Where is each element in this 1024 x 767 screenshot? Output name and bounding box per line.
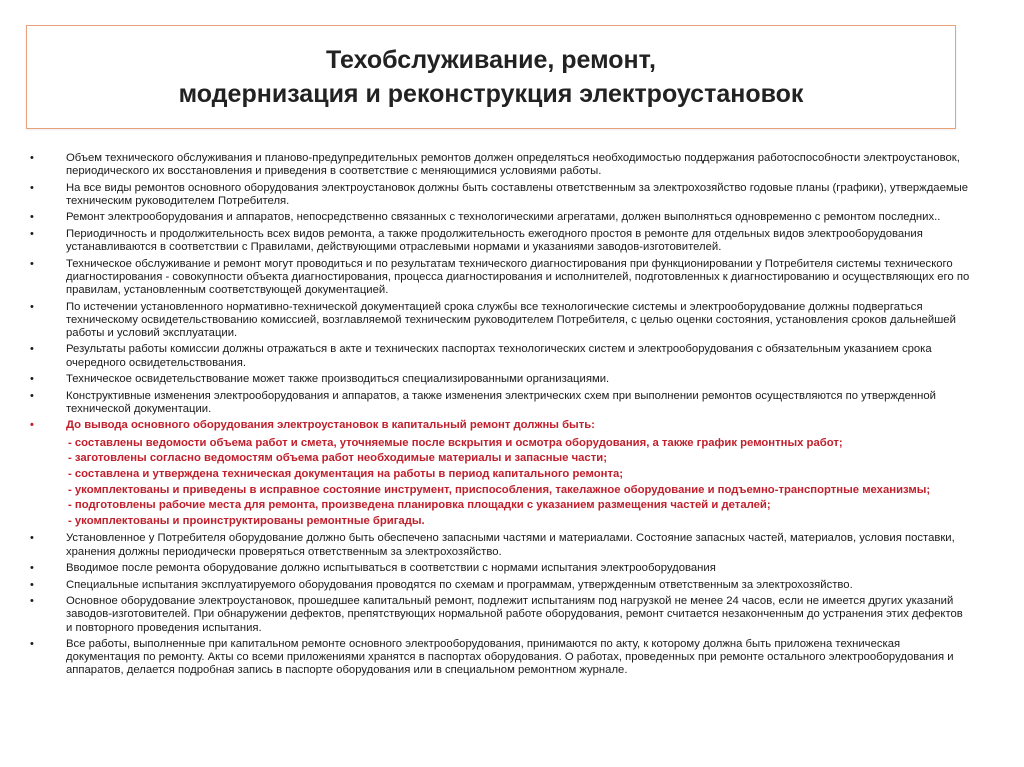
list-item-text: Результаты работы комиссии должны отражаться в акте и технических паспортах технологических систем и электрооборудования с обязательным указанием срока очередного освидетельствования.: [66, 343, 932, 369]
list-item-text: Ремонт электрооборудования и аппаратов, непосредственно связанных с технологическими агрегатами, должен выполняться одновременно с ремонтом последних..: [66, 211, 941, 224]
list-item: [26, 182, 971, 208]
list-item: [26, 152, 971, 178]
slide-title-line-1: Техобслуживание, ремонт,: [326, 46, 656, 74]
list-item-text: Вводимое после ремонта оборудование должно испытываться в соответствии с нормами испытания электрооборудования: [66, 562, 716, 575]
list-item: [26, 343, 971, 369]
bullet-icon: •: [30, 152, 34, 164]
list-item: [26, 390, 971, 416]
bullet-icon: •: [30, 211, 34, 224]
bullet-icon: •: [30, 257, 34, 270]
list-item-text: Специальные испытания эксплуатируемого оборудования проводятся по схемам и программам, утвержденным ответственным за электрохозяйство.: [66, 578, 853, 591]
list-item: [26, 595, 971, 635]
red-subitem: - заготовлены согласно ведомостям объема работ необходимые материалы и запасные части;: [68, 452, 607, 465]
list-item-text: Конструктивные изменения электрооборудования и аппаратов, а также изменения электрических схем при выполнении ремонтов осуществляются по утвержденной технической документации.: [66, 389, 936, 415]
bullet-icon: •: [30, 300, 34, 313]
bullet-icon: •: [30, 562, 34, 575]
list-item-text: Техническое освидетельствование может также производиться специализированными организациями.: [66, 373, 610, 386]
list-item: [26, 258, 971, 298]
list-item: [26, 638, 971, 678]
list-item-text: Объем технического обслуживания и планово-предупредительных ремонтов должен определяться необходимостью поддержания работоспособности электроустановок, периодического их восстановления и приведения в соответствие с меняющимися условиями работы.: [66, 152, 960, 178]
list-item: [26, 211, 971, 224]
bullet-icon: •: [30, 343, 34, 356]
list-item-text: Установленное у Потребителя оборудование должно быть обеспечено запасными частями и материалами. Состояние запасных частей, материалов, условия поставки, хранения должны периодически проверяться ответственным за электрохозяйство.: [66, 532, 955, 558]
red-subitem: - подготовлены рабочие места для ремонта, произведена планировка площадки с указанием размещения частей и деталей;: [68, 499, 771, 512]
bullet-icon: •: [30, 638, 34, 650]
list-item: [26, 579, 971, 592]
list-item-text: Основное оборудование электроустановок, прошедшее капитальный ремонт, подлежит испытаниям под нагрузкой не менее 24 часов, если не имеется других указаний заводов-изготовителей. При обнаружении дефектов, препятствующих нормальной работе оборудования, ремонт считается незаконченным до устранения этих дефектов и повторного проведения испытания.: [66, 595, 963, 634]
list-item-text: На все виды ремонтов основного оборудования электроустановок должны быть составлены ответственным за электрохозяйство годовые планы (графики), утверждаемые техническим руководителем Потребителя.: [66, 181, 969, 207]
red-subitem: - составлена и утверждена техническая документация на работы в период капитального ремонта;: [68, 468, 624, 481]
slide-title-line-2: модернизация и реконструкция электроустановок: [178, 80, 804, 108]
bullet-icon: •: [30, 419, 34, 432]
bullet-icon: •: [30, 595, 34, 608]
bullet-list: [26, 152, 971, 681]
bullet-icon: •: [30, 578, 34, 591]
list-item-text: Все работы, выполненные при капитальном ремонте основного электрооборудования, принимаются по акту, к которому должна быть приложена техническая документация по ремонту. Акты со всеми приложениями хранятся в паспортах оборудования. О работах, проведенных при ремонте остального электрооборудования и аппаратов, делается подробная запись в паспорте оборудования или в специальном ремонтном журнале.: [66, 638, 954, 677]
list-item: [26, 373, 971, 386]
red-subitem: - составлены ведомости объема работ и смета, уточняемые после вскрытия и осмотра оборудования, а также график ремонтных работ;: [68, 436, 843, 449]
list-item: [26, 532, 971, 558]
red-heading-item: [26, 419, 971, 432]
bullet-icon: •: [30, 373, 34, 386]
slide-title-box: [26, 25, 956, 129]
bullet-icon: •: [30, 227, 34, 240]
list-item: [26, 301, 971, 341]
list-item-text: Техническое обслуживание и ремонт могут проводиться и по результатам технического диагностирования при функционировании у Потребителя системы технического диагностирования - совокупности объекта диагностирования, процесса диагностирования и исполнителей, подготовленных к диагностированию и осуществляющих его по правилам, установленным соответствующей документацией.: [66, 257, 970, 297]
list-item-text: По истечении установленного нормативно-технической документацией срока службы все технологические системы и электрооборудование должны подвергаться техническому освидетельствованию комиссией, возглавляемой техническим руководителем Потребителя, с целью оценки состояния, установления сроков дальнейшей работы и условий эксплуатации.: [66, 300, 956, 339]
bullet-icon: •: [30, 181, 34, 194]
red-subitem: - укомплектованы и проинструктированы ремонтные бригады.: [68, 514, 425, 527]
red-heading-text: До вывода основного оборудования электроустановок в капитальный ремонт должны быть:: [66, 419, 595, 432]
bullet-icon: •: [30, 389, 34, 402]
red-subitem: - укомплектованы и приведены в исправное состояние инструмент, приспособления, такелажное оборудование и подъемно-транспортные механизмы;: [68, 483, 931, 496]
bullet-icon: •: [30, 532, 34, 545]
list-item-text: Периодичность и продолжительность всех видов ремонта, а также продолжительность ежегодного простоя в ремонте для отдельных видов электрооборудования устанавливаются в соответствии с Правилами, действующими отраслевыми нормами и указаниями заводов-изготовителей.: [66, 227, 923, 254]
list-item: [26, 562, 971, 575]
list-item: [26, 228, 971, 254]
